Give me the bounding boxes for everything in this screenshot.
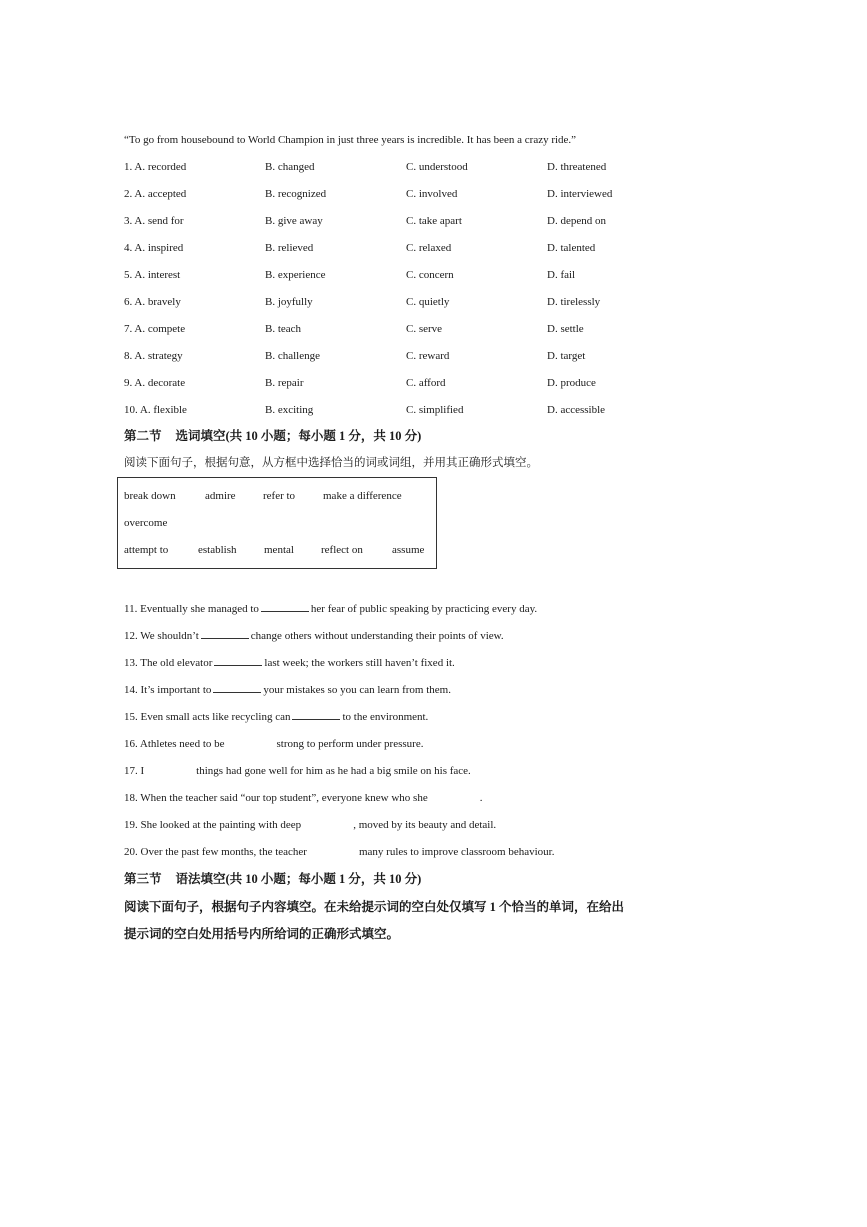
fill-question [124,629,504,643]
word-box-item: make a difference [323,490,402,502]
option-b: B. exciting [265,404,314,416]
option-a: 6. A. bravely [124,296,181,308]
section2-subtitle: 选词填空(共 10 小题；每小题 1 分，共 10 分) [175,429,422,443]
fill-question [124,683,451,697]
answer-blank[interactable] [214,656,262,666]
option-d: D. produce [547,377,596,389]
section3-instruction-line1: 阅读下面句子，根据句子内容填空。在未给提示词的空白处仅填写 1 个恰当的单词，在给出 [124,900,625,914]
question-text: 14. It’s important to [124,684,212,696]
option-a: 5. A. interest [124,269,181,281]
option-a: 7. A. compete [124,323,186,335]
question-text: strong to perform under pressure. [276,738,424,750]
option-c: C. simplified [406,404,464,416]
option-c: C. involved [406,188,458,200]
option-c: C. quietly [406,296,450,308]
question-text: . [479,792,483,804]
question-text: 11. Eventually she managed to [124,603,259,615]
question-text: 17. I [124,765,145,777]
fill-question [124,710,428,724]
option-d: D. accessible [547,404,606,416]
question-text: things had gone well for him as he had a big smile on his face. [196,765,471,777]
section2-instruction: 阅读下面句子，根据句意，从方框中选择恰当的词或词组，并用其正确形式填空。 [124,457,538,469]
question-text: 20. Over the past few months, the teacher [124,846,307,858]
option-a: 2. A. accepted [124,188,187,200]
option-c: C. serve [406,323,443,335]
option-c: C. concern [406,269,454,281]
fill-question [124,845,554,859]
question-text: last week; the workers still haven’t fixed it. [264,657,455,669]
option-b: B. repair [265,377,304,389]
word-box-item: reflect on [321,544,363,556]
word-box-item: attempt to [124,544,169,556]
word-box-item: establish [198,544,237,556]
answer-blank[interactable] [261,602,309,612]
option-c: C. reward [406,350,450,362]
question-text: many rules to improve classroom behaviour. [358,846,555,858]
word-box-item: admire [205,490,236,502]
word-box-item: overcome [124,517,168,529]
option-c: C. take apart [406,215,462,227]
question-text: change others without understanding their points of view. [250,630,504,642]
option-d: D. tirelessly [547,296,601,308]
section3-instruction-line2: 提示词的空白处用括号内所给词的正确形式填空。 [124,927,400,941]
option-b: B. relieved [265,242,314,254]
question-text: , moved by its beauty and detail. [353,819,497,831]
question-text: your mistakes so you can learn from them. [263,684,451,696]
option-c: C. afford [406,377,446,389]
option-b: B. changed [265,161,315,173]
answer-blank[interactable] [201,629,249,639]
option-b: B. joyfully [265,296,313,308]
fill-question [124,791,482,805]
question-text: her fear of public speaking by practicing every day. [310,603,538,615]
question-text: 18. When the teacher said “our top student”, everyone knew who she [124,792,428,804]
question-text: to the environment. [342,711,429,723]
fill-question [124,737,423,751]
option-b: B. give away [265,215,323,227]
option-c: C. understood [406,161,468,173]
option-b: B. experience [265,269,326,281]
word-box-item: refer to [263,490,296,502]
option-d: D. talented [547,242,596,254]
question-text: 15. Even small acts like recycling can [124,711,291,723]
option-a: 4. A. inspired [124,242,184,254]
option-d: D. threatened [547,161,607,173]
option-c: C. relaxed [406,242,452,254]
option-a: 9. A. decorate [124,377,186,389]
option-d: D. target [547,350,586,362]
question-text: 16. Athletes need to be [124,738,225,750]
answer-blank[interactable] [213,683,261,693]
question-text: 12. We shouldn’t [124,630,199,642]
question-text: 13. The old elevator [124,657,213,669]
option-a: 8. A. strategy [124,350,183,362]
section3-subtitle: 语法填空(共 10 小题；每小题 1 分，共 10 分) [175,872,422,886]
fill-question [124,656,455,670]
section3-heading [124,871,421,887]
word-box-item: mental [264,544,294,556]
option-a: 3. A. send for [124,215,184,227]
option-b: B. teach [265,323,302,335]
option-d: D. depend on [547,215,606,227]
option-d: D. fail [547,269,576,281]
word-box-item: assume [392,544,425,556]
fill-question [124,818,496,832]
section2-title: 第二节 [124,429,162,443]
section2-heading [124,428,421,444]
word-box-item: break down [124,490,176,502]
option-a: 1. A. recorded [124,161,187,173]
option-a: 10. A. flexible [124,404,187,416]
option-b: B. challenge [265,350,320,362]
section3-title: 第三节 [124,872,162,886]
quote-line: “To go from housebound to World Champion in just three years is incredible. It has been a crazy ride.” [124,134,577,146]
question-text: 19. She looked at the painting with deep [124,819,302,831]
option-d: D. interviewed [547,188,613,200]
fill-question [124,602,537,616]
answer-blank[interactable] [292,710,340,720]
option-d: D. settle [547,323,584,335]
option-b: B. recognized [265,188,327,200]
fill-question [124,764,471,778]
